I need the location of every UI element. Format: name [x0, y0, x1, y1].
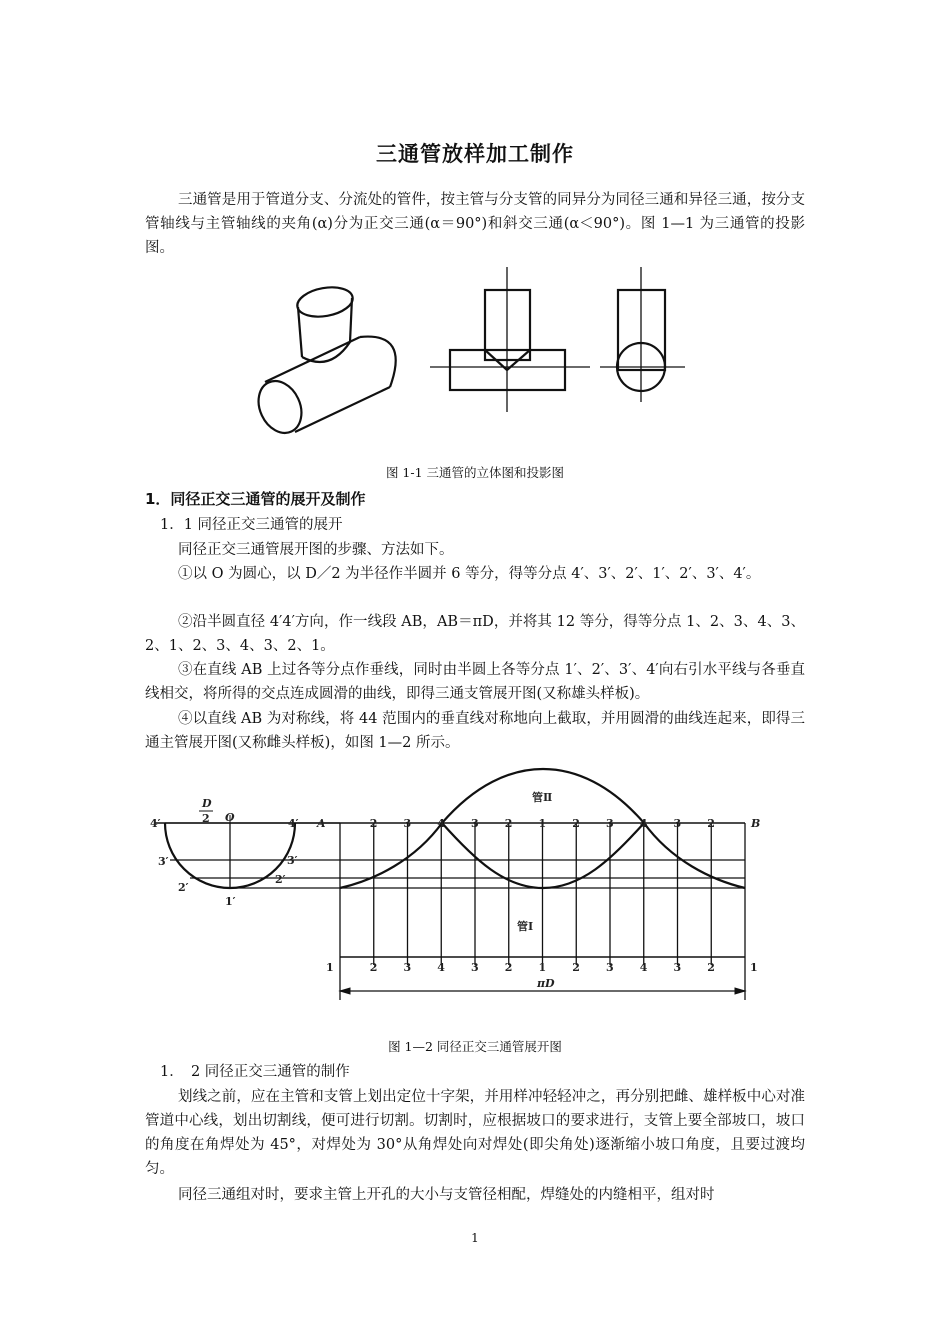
top-division-label: 3 — [471, 817, 479, 830]
top-division-label: 4 — [437, 817, 445, 830]
semi-label: 1′ — [225, 895, 236, 908]
page-title: 三通管放样加工制作 — [376, 142, 574, 166]
intro-paragraph: 三通管是用于管道分支、分流处的管件，按主管与分支管的同异分为同径三通和异径三通，按分支管轴线与主管轴线的夹角(α)分为正交三通(α＝90°)和斜交三通(α＜90°)。图 1—1 为三通管的投影图。 — [145, 192, 805, 256]
semi-label: 3′ — [158, 855, 169, 868]
bottom-division-label: 3 — [471, 961, 479, 974]
label-a: A — [317, 817, 326, 830]
figure-2-caption: 图 1—2 同径正交三通管展开图 — [388, 1039, 562, 1054]
bottom-division-label: 3 — [673, 961, 682, 974]
steps-intro: 同径正交三通管展开图的步骤、方法如下。 — [178, 542, 454, 558]
label-b: B — [751, 817, 761, 830]
semi-label: 3′ — [287, 854, 298, 867]
label-pid: πD — [537, 977, 555, 990]
label-o: O — [225, 811, 235, 824]
semi-label: 4′ — [288, 817, 299, 830]
top-division-label: 4 — [639, 817, 648, 830]
last-paragraph: 同径三通组对时，要求主管上开孔的大小与支管径相配，焊缝处的内缝相平，组对时 — [178, 1187, 715, 1203]
section-1-heading: 1．同径正交三通管的展开及制作 — [145, 490, 366, 508]
bottom-division-label: 3 — [606, 961, 614, 974]
top-division-label: 2 — [369, 817, 378, 830]
figure-1-caption: 图 1-1 三通管的立体图和投影图 — [385, 465, 565, 480]
bottom-division-label: 4 — [639, 961, 648, 974]
semi-label: 2′ — [275, 873, 286, 886]
bottom-division-label: 2 — [572, 961, 580, 974]
top-division-label: 1 — [538, 817, 547, 830]
section-1-2-heading: 1． 2 同径正交三通管的制作 — [160, 1064, 350, 1080]
bottom-division-label: 2 — [504, 961, 513, 974]
top-division-label: 2 — [707, 817, 715, 830]
step-2: ②沿半圆直径 4′4′方向，作一线段 AB，AB＝πD，并将其 12 等分，得等分点 1、2、3、4、3、2、1、2、3、4、3、2、1。 — [145, 614, 805, 654]
label-2: 2 — [202, 812, 210, 825]
semi-label: 2′ — [178, 881, 189, 894]
bottom-division-label: 1 — [326, 961, 334, 974]
semi-label: 4′ — [150, 817, 161, 830]
top-division-label: 3 — [606, 817, 614, 830]
bottom-division-label: 4 — [437, 961, 445, 974]
top-division-label: 2 — [572, 817, 580, 830]
step-3: ③在直线 AB 上过各等分点作垂线，同时由半圆上各等分点 1′、2′、3′、4′向右引水平线与各垂直线相交，将所得的交点连成圆滑的曲线，即得三通支管展开图(又称雄头样板)。 — [145, 662, 805, 702]
making-paragraph: 划线之前，应在主管和支管上划出定位十字架，并用样冲轻轻冲之，再分别把雌、雄样板中心对准管道中心线，划出切割线，便可进行切割。切割时，应根据坡口的要求进行，支管上要全部坡口，坡口的角度在角焊处为 45°，对焊处为 30°从角焊处向对焊处(即尖角处)逐渐缩小坡口角度，且要过渡均匀。 — [145, 1089, 805, 1177]
label-d: D — [202, 797, 212, 810]
top-division-label: 3 — [673, 817, 682, 830]
figure-1-tee-projection — [250, 262, 700, 462]
bottom-division-label: 2 — [369, 961, 378, 974]
bottom-division-label: 1 — [750, 961, 758, 974]
bottom-division-label: 3 — [403, 961, 412, 974]
bottom-division-label: 2 — [707, 961, 715, 974]
top-division-label: 2 — [504, 817, 513, 830]
figure-2-development-drawing — [145, 765, 770, 1010]
top-division-label: 3 — [403, 817, 412, 830]
step-1: ①以 O 为圆心，以 D／2 为半径作半圆并 6 等分，得等分点 4′、3′、2′、1′、2′、3′、4′。 — [178, 566, 761, 582]
step-4: ④以直线 AB 为对称线，将 44 范围内的垂直线对称地向上截取，并用圆滑的曲线连起来，即得三通主管展开图(又称雌头样板)，如图 1—2 所示。 — [145, 711, 805, 751]
page-number: 1 — [471, 1231, 479, 1245]
label-guan1: 管Ⅰ — [517, 920, 534, 933]
section-1-1-heading: 1．1 同径正交三通管的展开 — [160, 517, 343, 533]
bottom-division-label: 1 — [538, 961, 547, 974]
label-guan2: 管Ⅱ — [532, 791, 553, 804]
